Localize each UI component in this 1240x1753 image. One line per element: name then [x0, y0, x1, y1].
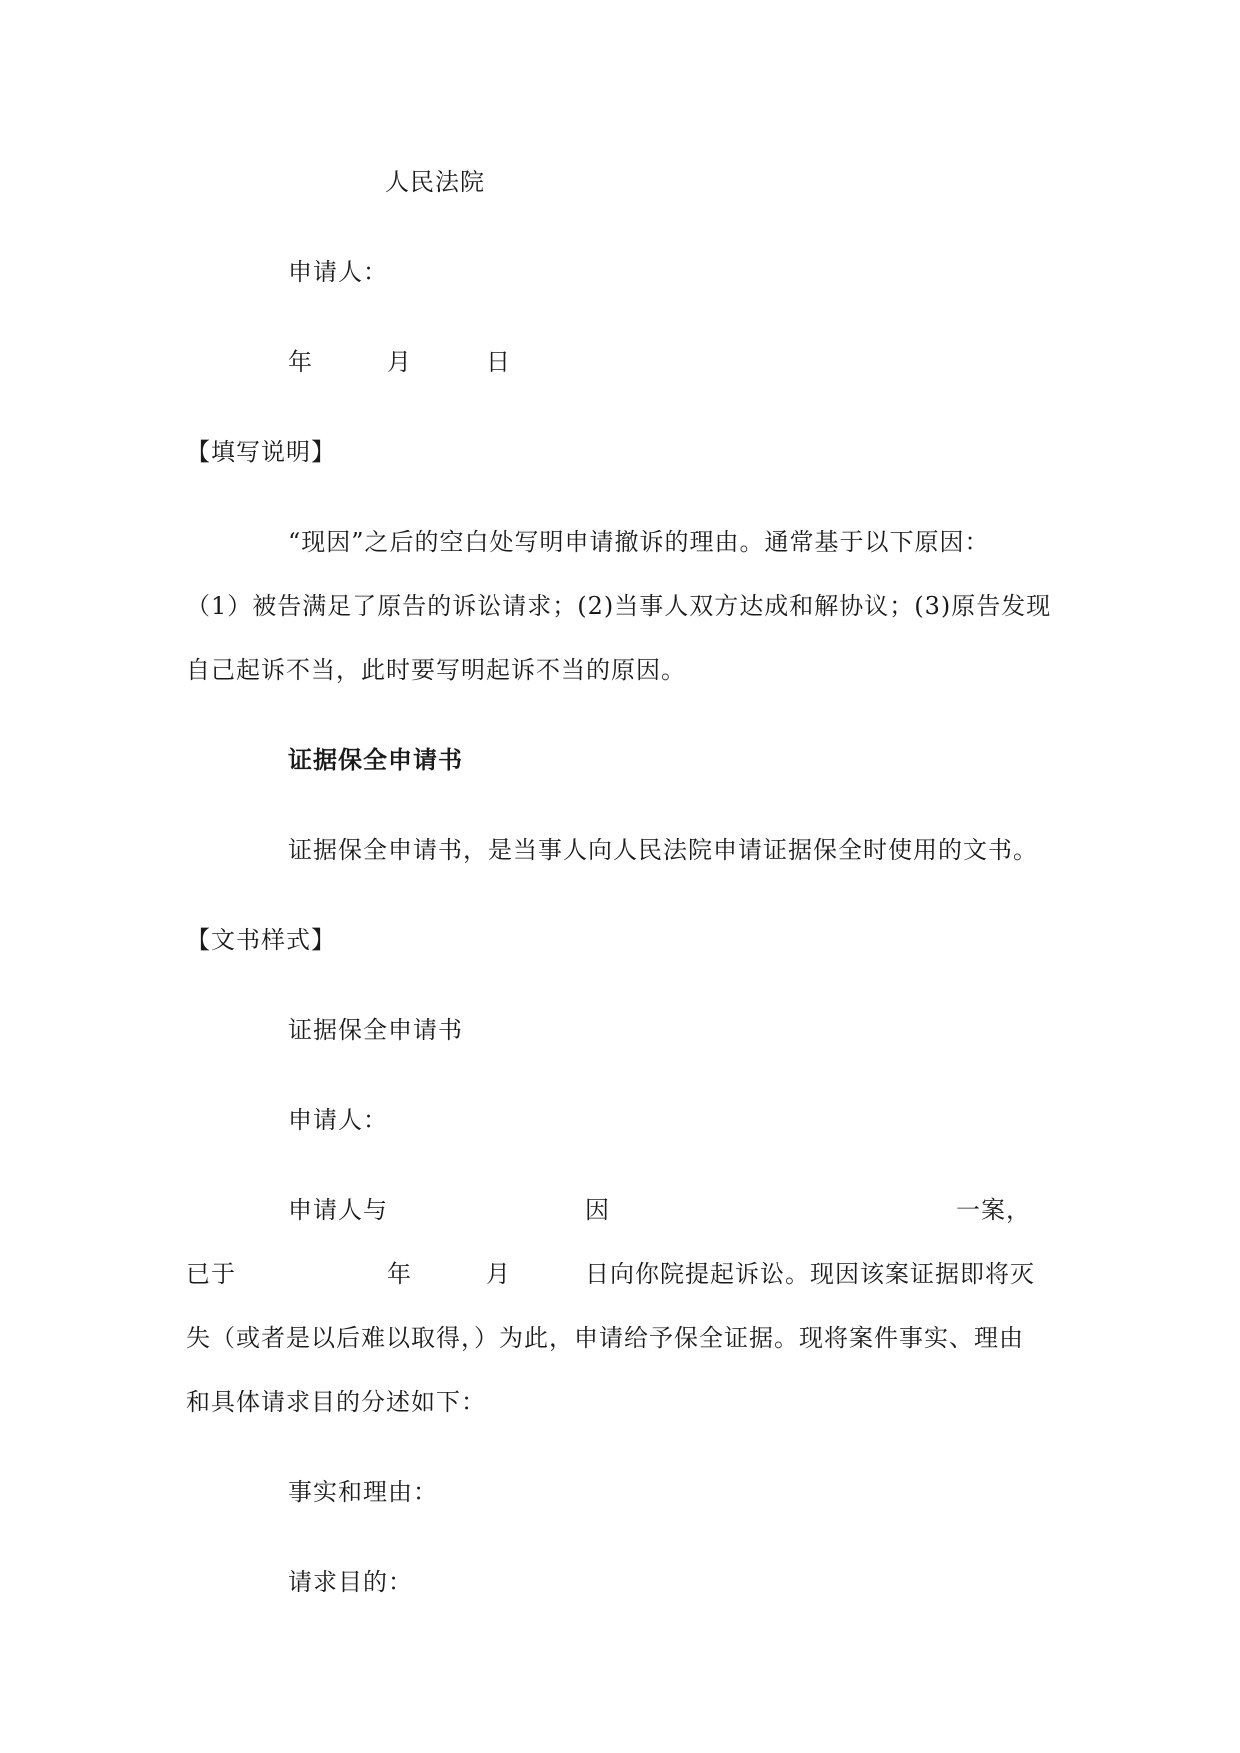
form-facts-label: 事实和理由： [288, 1478, 438, 1506]
date-month: 月 [387, 348, 412, 376]
form-para2-rest: 日向你院提起诉讼。现因该案证据即将灭 [585, 1260, 1035, 1288]
form-para2-part1: 已于 [186, 1260, 236, 1288]
form-applicant-label: 申请人： [288, 1106, 388, 1134]
fill-instructions-line-3: 自己起诉不当，此时要写明起诉不当的原因。 [186, 656, 686, 684]
form-para1-part1: 申请人与 [288, 1196, 388, 1224]
form-title: 证据保全申请书 [288, 1016, 463, 1044]
court-name: 人民法院 [385, 168, 485, 196]
section-intro: 证据保全申请书，是当事人向人民法院申请证据保全时使用的文书。 [288, 836, 1038, 864]
form-purpose-label: 请求目的： [288, 1568, 413, 1596]
date-year: 年 [288, 348, 313, 376]
fill-instructions-line-1: “现因”之后的空白处写明申请撤诉的理由。通常基于以下原因： [288, 528, 990, 556]
form-para1-part3: 一案， [956, 1196, 1031, 1224]
fill-instructions-line-2: （1）被告满足了原告的诉讼请求；(2)当事人双方达成和解协议；(3)原告发现 [186, 592, 1052, 620]
form-para3: 失（或者是以后难以取得，）为此，申请给予保全证据。现将案件事实、理由 [186, 1324, 1024, 1352]
form-para4: 和具体请求目的分述如下： [186, 1388, 486, 1416]
section-title: 证据保全申请书 [288, 745, 463, 774]
fill-instructions-heading: 【填写说明】 [186, 438, 336, 466]
applicant-label: 申请人： [288, 258, 388, 286]
form-para2-month: 月 [486, 1260, 511, 1288]
date-day: 日 [486, 348, 511, 376]
style-heading: 【文书样式】 [186, 926, 336, 954]
form-para2-year: 年 [387, 1260, 412, 1288]
form-para1-part2: 因 [585, 1196, 610, 1224]
